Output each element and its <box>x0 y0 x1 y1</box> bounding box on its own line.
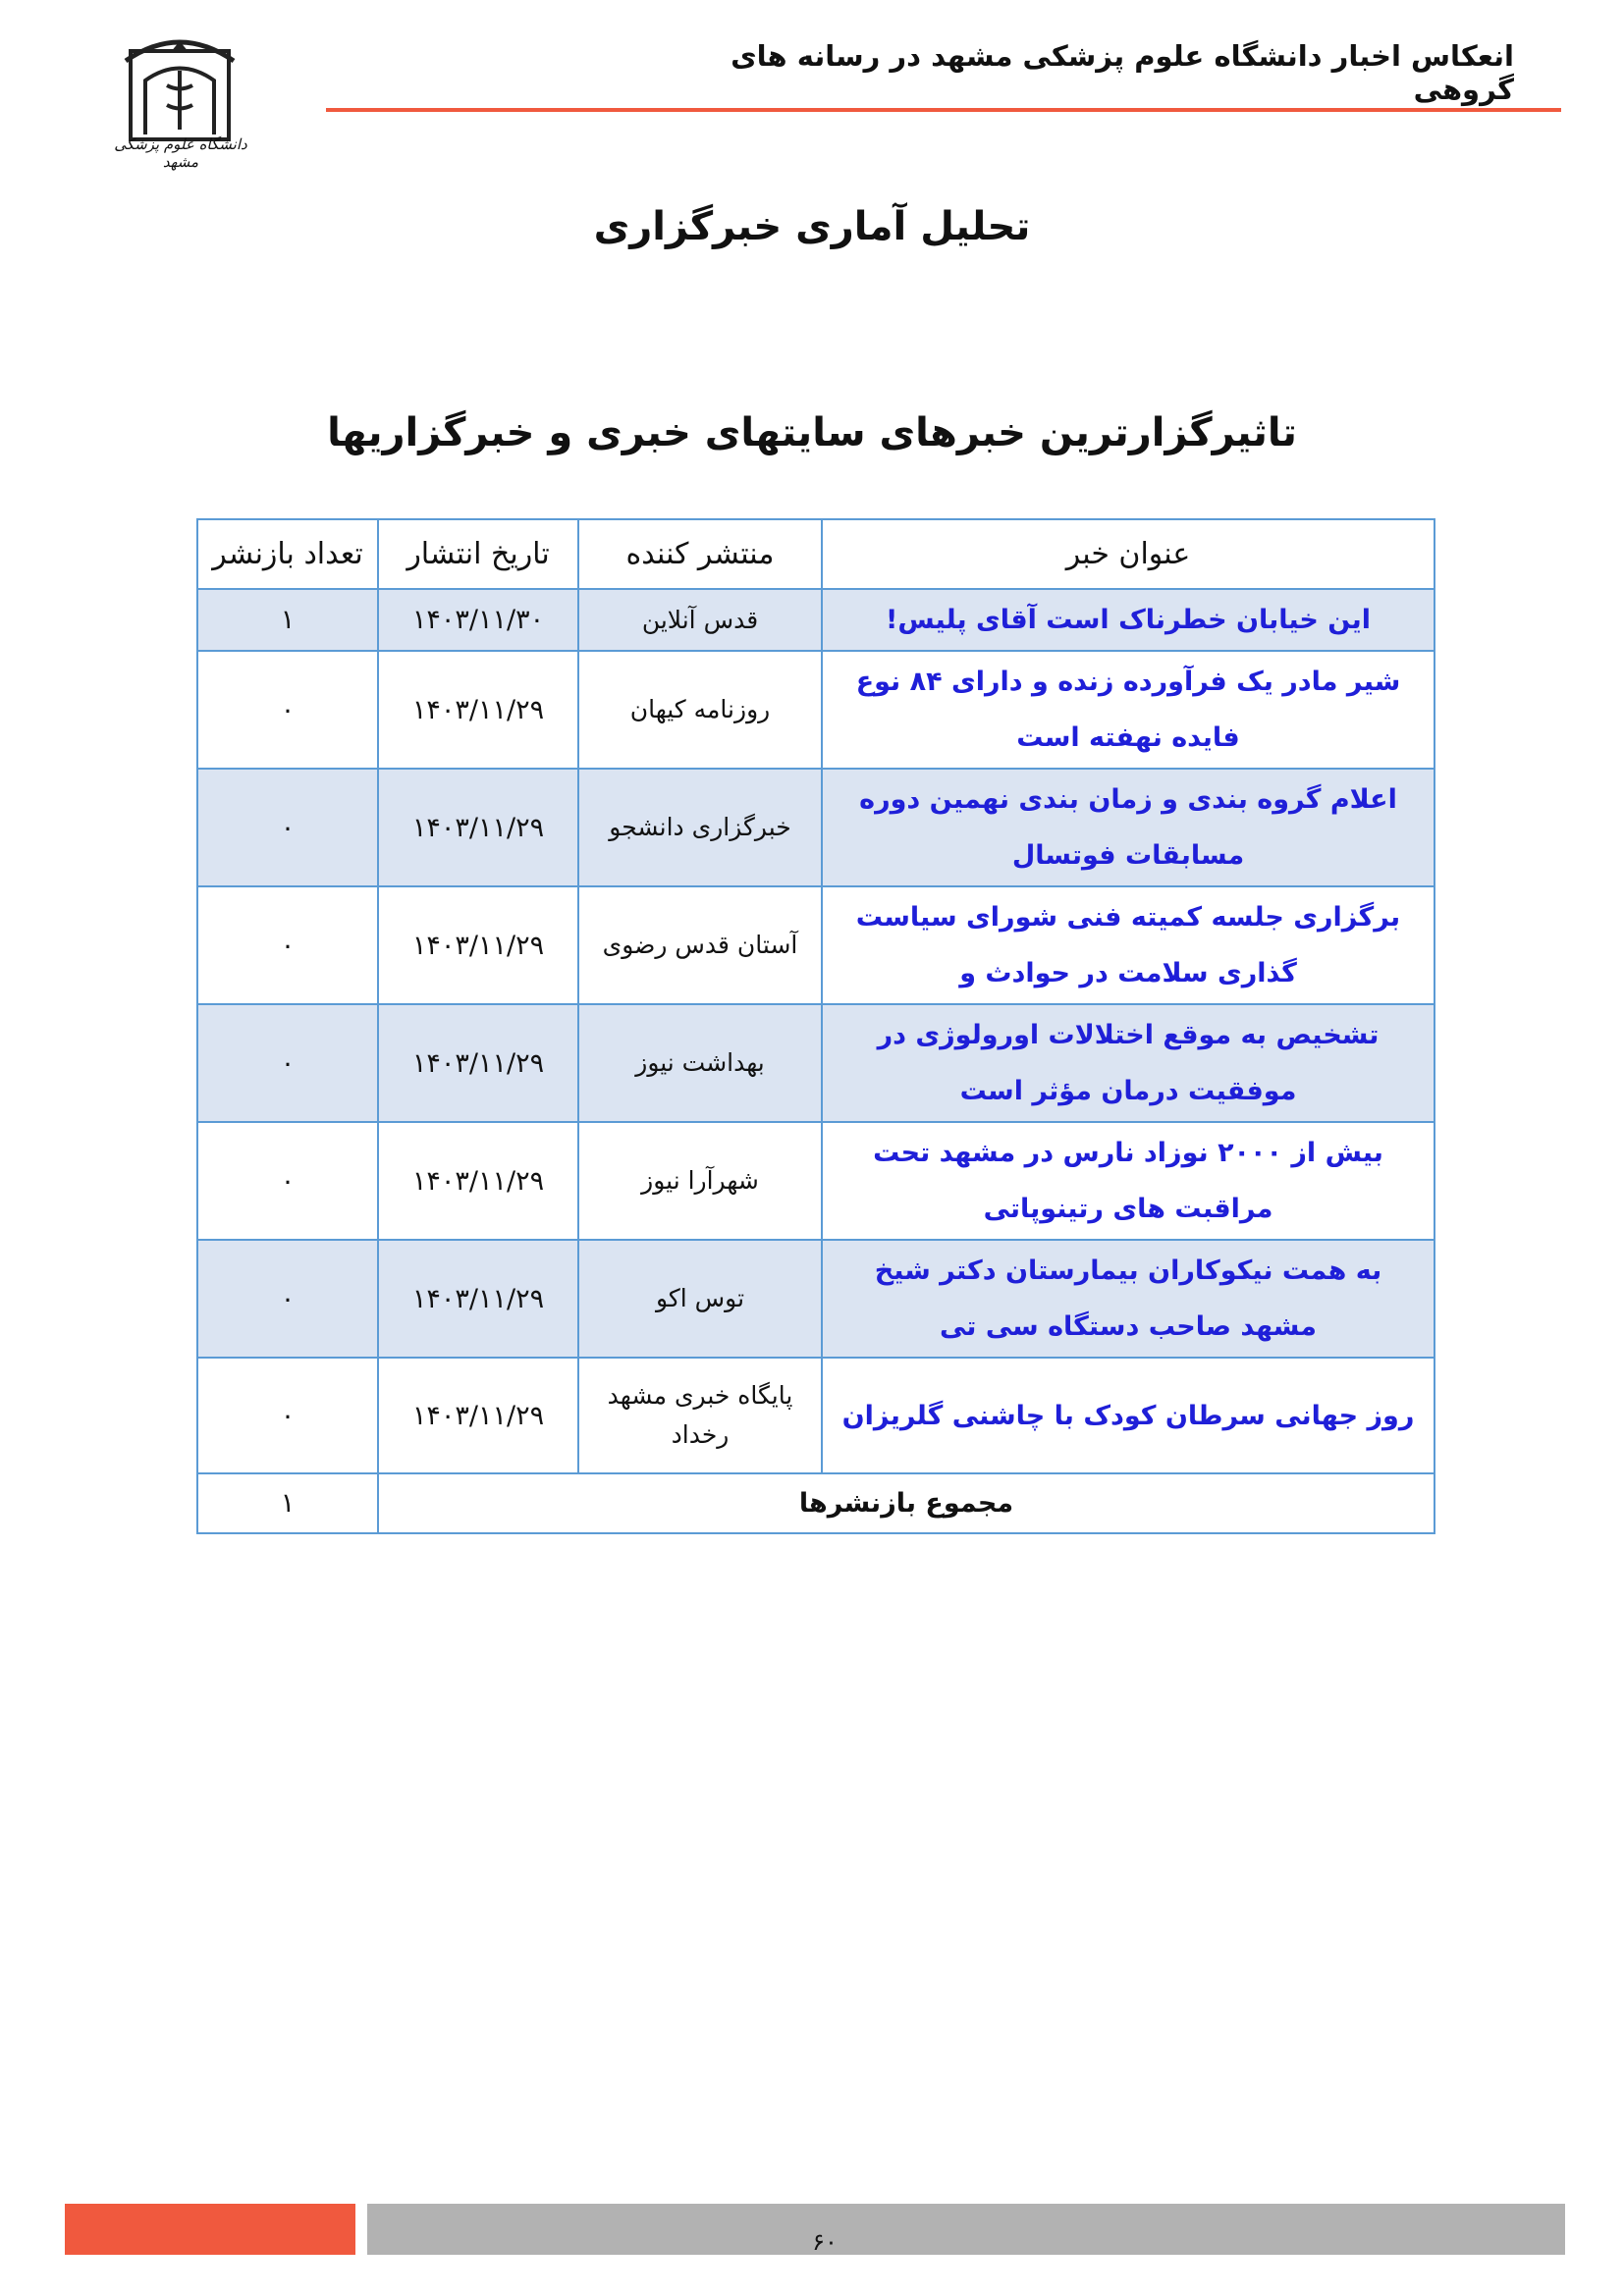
count-cell: ۰ <box>197 1240 378 1358</box>
header-republish-count: تعداد بازنشر <box>197 519 378 589</box>
header-divider <box>326 108 1561 112</box>
table-row <box>197 1004 1435 1122</box>
publisher-cell: آستان قدس رضوی <box>578 886 822 1004</box>
table-row <box>197 1240 1435 1358</box>
section-title: تاثیرگزارترین خبرهای سایتهای خبری و خبرگزاریها <box>327 410 1297 455</box>
publisher-cell: پایگاه خبری مشهد رخداد <box>578 1358 822 1473</box>
news-table <box>196 518 1435 1534</box>
header-publisher: منتشر کننده <box>578 519 822 589</box>
table-row <box>197 769 1435 886</box>
count-cell: ۰ <box>197 769 378 886</box>
date-cell: ۱۴۰۳/۱۱/۲۹ <box>378 1240 578 1358</box>
date-cell: ۱۴۰۳/۱۱/۲۹ <box>378 651 578 769</box>
date-cell: ۱۴۰۳/۱۱/۲۹ <box>378 1122 578 1240</box>
news-title-link[interactable]: به همت نیکوکاران بیمارستان دکتر شیخ مشهد صاحب دستگاه سی تی <box>822 1240 1435 1358</box>
date-cell: ۱۴۰۳/۱۱/۲۹ <box>378 769 578 886</box>
total-value: ۱ <box>197 1473 378 1533</box>
count-cell: ۰ <box>197 886 378 1004</box>
date-cell: ۱۴۰۳/۱۱/۲۹ <box>378 1004 578 1122</box>
news-title-link[interactable]: بیش از ۲۰۰۰ نوزاد نارس در مشهد تحت مراقبت های رتینوپاتی <box>822 1122 1435 1240</box>
date-cell: ۱۴۰۳/۱۱/۳۰ <box>378 589 578 651</box>
footer-gray-bar <box>367 2204 1565 2255</box>
count-cell: ۰ <box>197 1004 378 1122</box>
date-cell: ۱۴۰۳/۱۱/۲۹ <box>378 886 578 1004</box>
page-number: ۶۰ <box>812 2228 838 2256</box>
count-cell: ۰ <box>197 651 378 769</box>
logo-caduceus <box>167 71 192 130</box>
date-cell: ۱۴۰۳/۱۱/۲۹ <box>378 1358 578 1473</box>
publisher-cell: بهداشت نیوز <box>578 1004 822 1122</box>
header-publish-date: تاریخ انتشار <box>378 519 578 589</box>
count-cell: ۰ <box>197 1122 378 1240</box>
table-total-row <box>197 1473 1435 1533</box>
header-news-title: عنوان خبر <box>822 519 1435 589</box>
publisher-cell: شهرآرا نیوز <box>578 1122 822 1240</box>
publisher-cell: توس اکو <box>578 1240 822 1358</box>
table-row <box>197 1122 1435 1240</box>
news-title-link[interactable]: تشخیص به موقع اختلالات اورولوژی در موفقیت درمان مؤثر است <box>822 1004 1435 1122</box>
count-cell: ۱ <box>197 589 378 651</box>
news-title-link[interactable]: اعلام گروه بندی و زمان بندی نهمین دوره مسابقات فوتسال <box>822 769 1435 886</box>
logo-caption: دانشگاه علوم پزشکی مشهد <box>114 135 247 171</box>
publisher-cell: قدس آنلاین <box>578 589 822 651</box>
publisher-cell: روزنامه کیهان <box>578 651 822 769</box>
header-title: انعکاس اخبار دانشگاه علوم پزشکی مشهد در رسانه های گروهی <box>731 39 1514 106</box>
news-title-link[interactable]: این خیابان خطرناک است آقای پلیس! <box>822 589 1435 651</box>
publisher-cell: خبرگزاری دانشجو <box>578 769 822 886</box>
news-title-link[interactable]: شیر مادر یک فرآورده زنده و دارای ۸۴ نوع فایده نهفته است <box>822 651 1435 769</box>
table-row <box>197 589 1435 651</box>
table-row <box>197 886 1435 1004</box>
count-cell: ۰ <box>197 1358 378 1473</box>
news-title-link[interactable]: برگزاری جلسه کمیته فنی شورای سیاست گذاری سلامت در حوادث و <box>822 886 1435 1004</box>
table-row <box>197 1358 1435 1473</box>
footer-red-bar <box>65 2204 355 2255</box>
table-row <box>197 651 1435 769</box>
page-title: تحلیل آماری خبرگزاری <box>593 204 1031 249</box>
news-title-link[interactable]: روز جهانی سرطان کودک با چاشنی گلریزان <box>822 1358 1435 1473</box>
total-label: مجموع بازنشرها <box>378 1473 1435 1533</box>
table-header-row <box>197 519 1435 589</box>
